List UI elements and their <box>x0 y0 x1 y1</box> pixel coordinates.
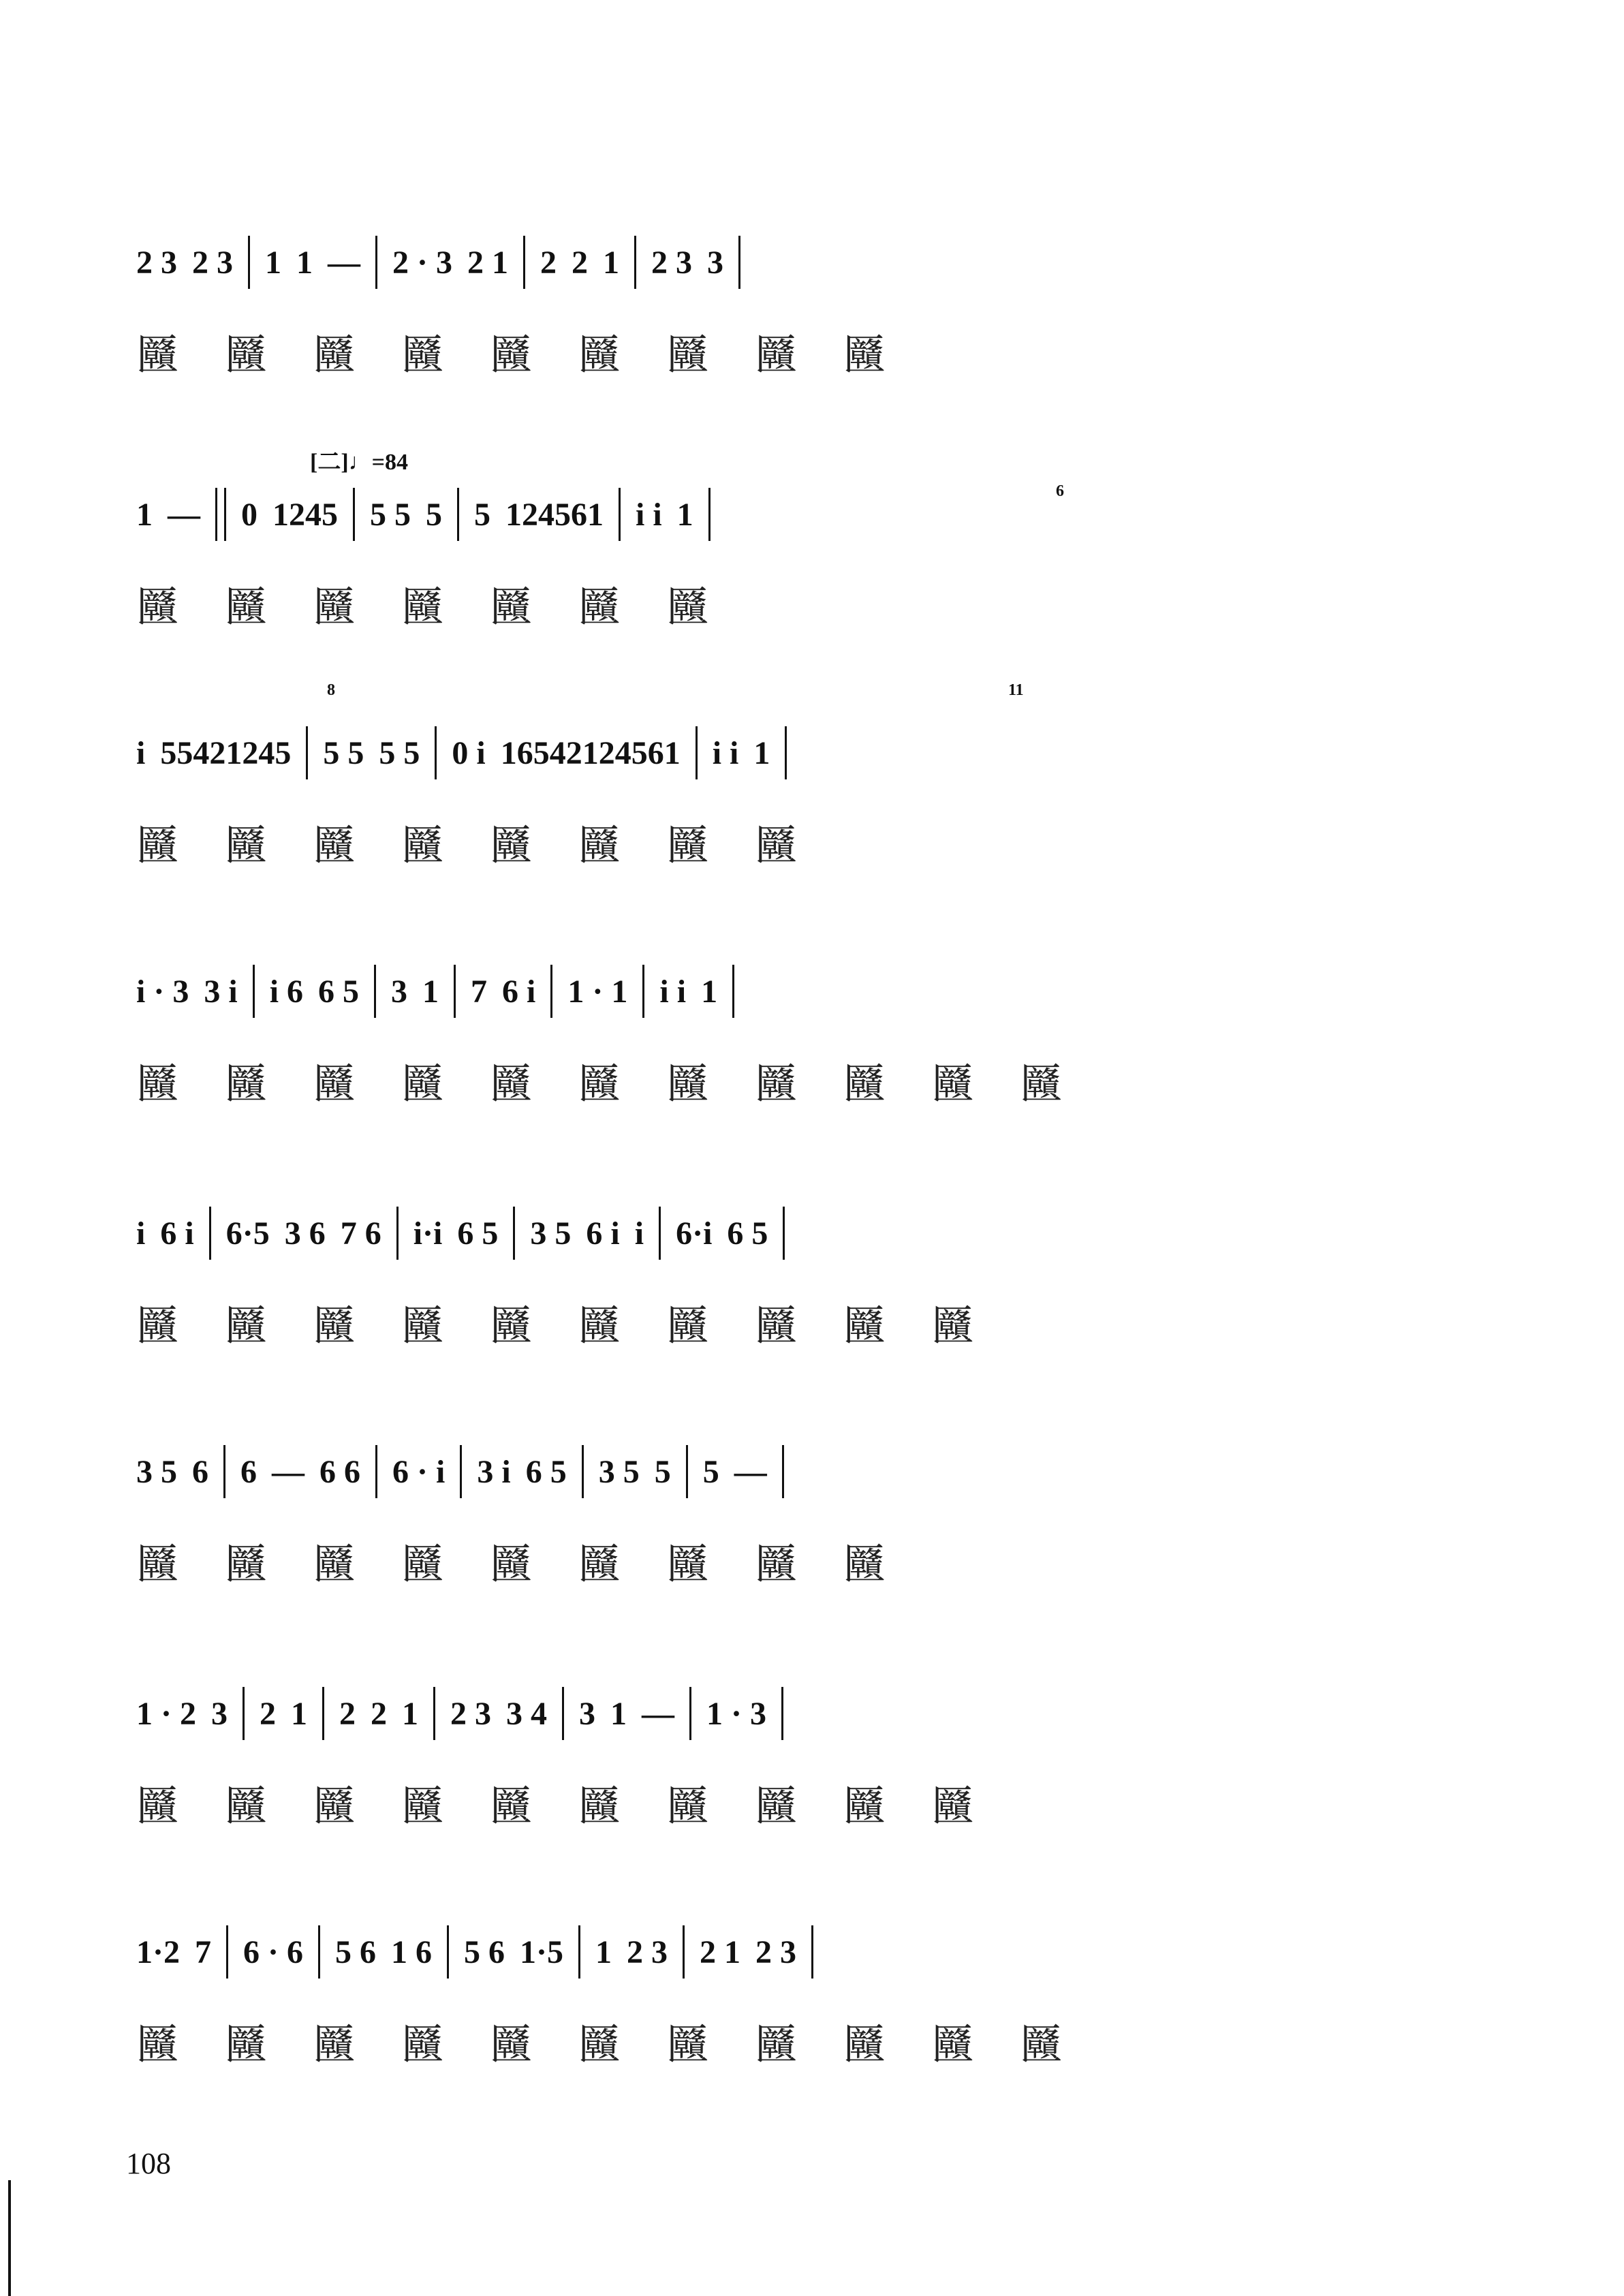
barline <box>223 1445 225 1498</box>
jianzi-tablature-line: 㔶 㔶 㔶 㔶 㔶 㔶 㔶 㔶 㔶 <box>136 1538 902 1589</box>
score-system <box>136 1196 1431 1373</box>
note-group: 1 <box>291 1695 308 1732</box>
note-group: 6 5 <box>318 973 360 1010</box>
note-group: — <box>642 1695 675 1732</box>
barline <box>243 1687 245 1740</box>
note-group: 1 <box>603 244 620 281</box>
barline <box>582 1445 584 1498</box>
barline <box>318 1925 320 1979</box>
note-group: i <box>634 1215 644 1252</box>
note-group: 1 <box>610 1695 627 1732</box>
note-group: 6 5 <box>525 1453 567 1490</box>
note-group: 55421245 <box>160 734 292 771</box>
barline <box>374 965 376 1018</box>
barline <box>785 726 787 779</box>
note-group: 3 5 <box>598 1453 640 1490</box>
barline <box>562 1687 564 1740</box>
note-group: 2 3 <box>627 1934 668 1970</box>
note-group: i·i <box>413 1215 443 1252</box>
jianpu-note-line <box>136 954 1431 1029</box>
note-group: 3 <box>707 244 724 281</box>
note-group: 6 · i <box>392 1453 446 1490</box>
jianzi-tablature-line: 㔶 㔶 㔶 㔶 㔶 㔶 㔶 㔶 㔶 <box>136 329 902 379</box>
barline <box>226 1925 228 1979</box>
note-group: i i <box>636 496 662 533</box>
note-group: 2 <box>371 1695 388 1732</box>
note-group: 6·5 <box>225 1215 270 1252</box>
barline <box>783 1207 785 1260</box>
note-group: 3 i <box>204 973 238 1010</box>
score-system <box>136 225 1431 402</box>
note-group: 1 · 2 <box>136 1695 197 1732</box>
note-group: i i <box>712 734 739 771</box>
note-group: — <box>328 244 360 281</box>
barline <box>513 1207 515 1260</box>
note-group: 2 3 <box>136 244 177 281</box>
barline <box>248 236 250 289</box>
score-system <box>136 715 1431 893</box>
barline <box>708 488 710 541</box>
barline <box>253 965 255 1018</box>
note-group: 6 · 6 <box>243 1934 304 1970</box>
note-group: 1·2 <box>136 1934 181 1970</box>
note-group: 1 <box>701 973 718 1010</box>
note-group: 1 <box>422 973 439 1010</box>
barline <box>435 726 437 779</box>
note-group: 3 5 <box>136 1453 177 1490</box>
barline <box>732 965 734 1018</box>
note-group: 1·5 <box>520 1934 564 1970</box>
score-system <box>136 477 1431 654</box>
barline <box>396 1207 399 1260</box>
note-group: 2 <box>260 1695 277 1732</box>
double-barline <box>215 488 226 541</box>
note-group: 5 <box>426 496 442 533</box>
barline <box>353 488 355 541</box>
note-group: 0 i <box>452 734 486 771</box>
note-group: 1 <box>402 1695 419 1732</box>
jianpu-note-line <box>136 715 1431 790</box>
score-system <box>136 1914 1431 2092</box>
barline <box>209 1207 211 1260</box>
score-system <box>136 954 1431 1131</box>
jianzi-tablature-line: 㔶 㔶 㔶 㔶 㔶 㔶 㔶 㔶 㔶 㔶 <box>136 1300 990 1350</box>
note-group: i <box>136 734 146 771</box>
barline <box>375 1445 377 1498</box>
note-group: 6 i <box>502 973 536 1010</box>
note-group: 6 5 <box>727 1215 768 1252</box>
barline <box>375 236 377 289</box>
barline <box>306 726 308 779</box>
note-group: 6 <box>240 1453 257 1490</box>
jianzi-tablature-line: 㔶 㔶 㔶 㔶 㔶 㔶 㔶 <box>136 581 725 632</box>
note-group: 2 <box>540 244 557 281</box>
note-group: i <box>136 1215 146 1252</box>
tuplet-label: 8 <box>327 681 335 699</box>
note-group: i · 3 <box>136 973 189 1010</box>
note-group: 2 · 3 <box>392 244 453 281</box>
barline <box>433 1687 435 1740</box>
note-group: — <box>734 1453 767 1490</box>
note-group: 1 · 3 <box>706 1695 767 1732</box>
barline <box>460 1445 462 1498</box>
barline <box>659 1207 661 1260</box>
note-group: 5 <box>702 1453 719 1490</box>
barline <box>322 1687 324 1740</box>
tempo-marking: [二]♩=84 <box>310 450 409 475</box>
note-group: 6 6 <box>319 1453 360 1490</box>
note-group: 6 i <box>586 1215 620 1252</box>
note-group: — <box>272 1453 304 1490</box>
note-group: 2 <box>572 244 589 281</box>
note-group: i i <box>659 973 687 1010</box>
note-group: 3 4 <box>506 1695 548 1732</box>
jianpu-note-line <box>136 225 1431 300</box>
barline <box>523 236 525 289</box>
barline <box>619 488 621 541</box>
note-group: 2 3 <box>450 1695 492 1732</box>
note-group: 5 <box>654 1453 671 1490</box>
note-group: 5 6 <box>464 1934 505 1970</box>
note-group: 1245 <box>272 496 338 533</box>
score-system <box>136 1434 1431 1611</box>
margin-rule <box>8 2180 11 2296</box>
jianpu-note-line <box>136 1434 1431 1509</box>
note-group: i 6 <box>269 973 304 1010</box>
note-group: 2 <box>339 1695 356 1732</box>
note-group: — <box>168 496 200 533</box>
note-group: 1 · 1 <box>567 973 628 1010</box>
note-group: 6 <box>192 1453 208 1490</box>
barline <box>686 1445 688 1498</box>
page-number: 108 <box>126 2147 171 2180</box>
barline <box>578 1925 580 1979</box>
tuplet-label: 11 <box>1008 681 1024 699</box>
barline <box>634 236 636 289</box>
note-group: 2 3 <box>651 244 693 281</box>
note-group: 0 <box>241 496 257 533</box>
note-group: 1 <box>296 244 313 281</box>
barline <box>811 1925 813 1979</box>
note-group: 1 <box>136 496 153 533</box>
note-group: 5 5 <box>379 734 420 771</box>
note-group: 1 <box>676 496 693 533</box>
note-group: 3 <box>211 1695 228 1732</box>
note-group: 2 3 <box>755 1934 797 1970</box>
note-group: 3 i <box>477 1453 511 1490</box>
note-group: 7 <box>195 1934 212 1970</box>
note-group: 1 <box>595 1934 612 1970</box>
jianpu-note-line <box>136 1914 1431 1989</box>
note-group: 5 5 <box>323 734 364 771</box>
barline <box>454 965 456 1018</box>
note-group: 124561 <box>505 496 604 533</box>
note-group: 5 5 <box>370 496 411 533</box>
barline <box>689 1687 691 1740</box>
note-group: 1 6 <box>391 1934 433 1970</box>
barline <box>447 1925 449 1979</box>
barline <box>457 488 459 541</box>
note-group: 3 5 <box>530 1215 572 1252</box>
barline <box>782 1445 784 1498</box>
note-group: 16542124561 <box>500 734 681 771</box>
note-group: 6 i <box>160 1215 194 1252</box>
note-group: 5 6 <box>335 1934 377 1970</box>
barline <box>683 1925 685 1979</box>
barline <box>696 726 698 779</box>
note-group: 7 <box>471 973 488 1010</box>
jianzi-tablature-line: 㔶 㔶 㔶 㔶 㔶 㔶 㔶 㔶 <box>136 820 813 870</box>
score-system <box>136 1676 1431 1853</box>
note-group: 2 1 <box>700 1934 741 1970</box>
jianpu-note-line <box>136 477 1431 552</box>
note-group: 3 <box>579 1695 596 1732</box>
note-group: 3 6 <box>284 1215 326 1252</box>
barline <box>781 1687 783 1740</box>
note-group: 2 3 <box>192 244 233 281</box>
jianzi-tablature-line: 㔶 㔶 㔶 㔶 㔶 㔶 㔶 㔶 㔶 㔶 <box>136 1780 990 1831</box>
note-group: 1 <box>753 734 770 771</box>
barline <box>550 965 552 1018</box>
note-group: 6·i <box>676 1215 713 1252</box>
tuplet-label: 6 <box>1056 482 1064 500</box>
note-group: 6 5 <box>457 1215 499 1252</box>
barline <box>738 236 740 289</box>
barline <box>642 965 644 1018</box>
note-group: 5 <box>474 496 490 533</box>
note-group: 7 6 <box>340 1215 381 1252</box>
jianpu-note-line <box>136 1676 1431 1751</box>
jianpu-note-line <box>136 1196 1431 1271</box>
note-group: 2 1 <box>467 244 509 281</box>
jianzi-tablature-line: 㔶 㔶 㔶 㔶 㔶 㔶 㔶 㔶 㔶 㔶 㔶 <box>136 2019 1079 2069</box>
note-group: 3 <box>391 973 408 1010</box>
jianzi-tablature-line: 㔶 㔶 㔶 㔶 㔶 㔶 㔶 㔶 㔶 㔶 㔶 <box>136 1058 1079 1108</box>
note-group: 1 <box>265 244 281 281</box>
